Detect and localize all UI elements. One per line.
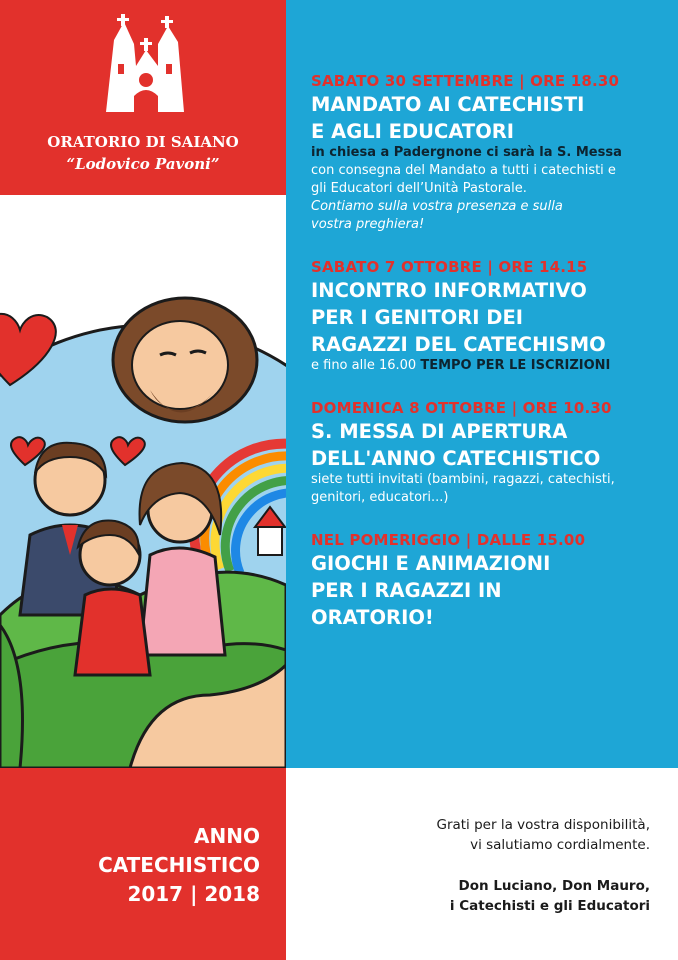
event-mandato (311, 72, 663, 234)
event-title-line: RAGAZZI DEL CATECHISMO (311, 333, 606, 356)
event-note (311, 357, 663, 375)
event-date: NEL POMERIGGIO | DALLE 15.00 (311, 531, 586, 549)
event-date: SABATO 30 SETTEMBRE | ORE 18.30 (311, 72, 620, 90)
header-red-panel (0, 0, 286, 195)
event-title-line: ORATORIO! (311, 606, 434, 629)
anno-line: CATECHISTICO (98, 853, 260, 877)
thanks-line: vi salutiamo cordialmente. (470, 837, 650, 853)
event-note-bold: TEMPO PER LE ISCRIZIONI (420, 358, 611, 373)
event-title-line: MANDATO AI CATECHISTI (311, 93, 585, 116)
event-title-line: GIOCHI E ANIMAZIONI (311, 552, 551, 575)
org-name: ORATORIO DI SAIANO (47, 133, 239, 151)
signature-line: i Catechisti e gli Educatori (449, 898, 650, 914)
anno-line: ANNO (194, 824, 260, 848)
event-desc-line: siete tutti invitati (bambini, ragazzi, catechisti, (311, 472, 615, 487)
signature (290, 876, 650, 916)
signature-line: Don Luciano, Don Mauro, (458, 878, 650, 894)
event-note-plain: e fino alle 16.00 (311, 358, 421, 373)
event-italic-line: Contiamo sulla vostra presenza e sulla (311, 199, 563, 214)
event-messa (311, 399, 663, 507)
event-desc-line: con consegna del Mandato a tutti i catechisti e (311, 163, 616, 178)
event-desc-line: genitori, educatori...) (311, 490, 449, 505)
illustration-svg (0, 195, 286, 768)
event-title-line: INCONTRO INFORMATIVO (311, 279, 587, 302)
thanks-line: Grati per la vostra disponibilità, (436, 817, 650, 833)
church-logo (100, 14, 190, 114)
event-desc-line: gli Educatori dell’Unità Pastorale. (311, 181, 527, 196)
anno-line: 2017 | 2018 (127, 882, 260, 906)
thanks-message (290, 815, 650, 855)
event-title-line: DELL'ANNO CATECHISTICO (311, 447, 601, 470)
event-italic-line: vostra preghiera! (311, 217, 425, 232)
events-list (311, 72, 663, 654)
event-date: DOMENICA 8 OTTOBRE | ORE 10.30 (311, 399, 612, 417)
event-incontro (311, 258, 663, 375)
event-title-line: S. MESSA DI APERTURA (311, 420, 568, 443)
event-giochi (311, 531, 663, 630)
footer-white-panel (286, 768, 678, 960)
org-subtitle: “Lodovico Pavoni” (66, 155, 220, 173)
event-title-line: E AGLI EDUCATORI (311, 120, 515, 143)
event-date: SABATO 7 OTTOBRE | ORE 14.15 (311, 258, 588, 276)
anno-catechistico-block (40, 822, 260, 909)
family-illustration (0, 195, 286, 768)
event-title-line: PER I RAGAZZI IN (311, 579, 502, 602)
event-title-line: PER I GENITORI DEI (311, 306, 524, 329)
event-bold-line: in chiesa a Padergnone ci sarà la S. Messa (311, 145, 622, 160)
